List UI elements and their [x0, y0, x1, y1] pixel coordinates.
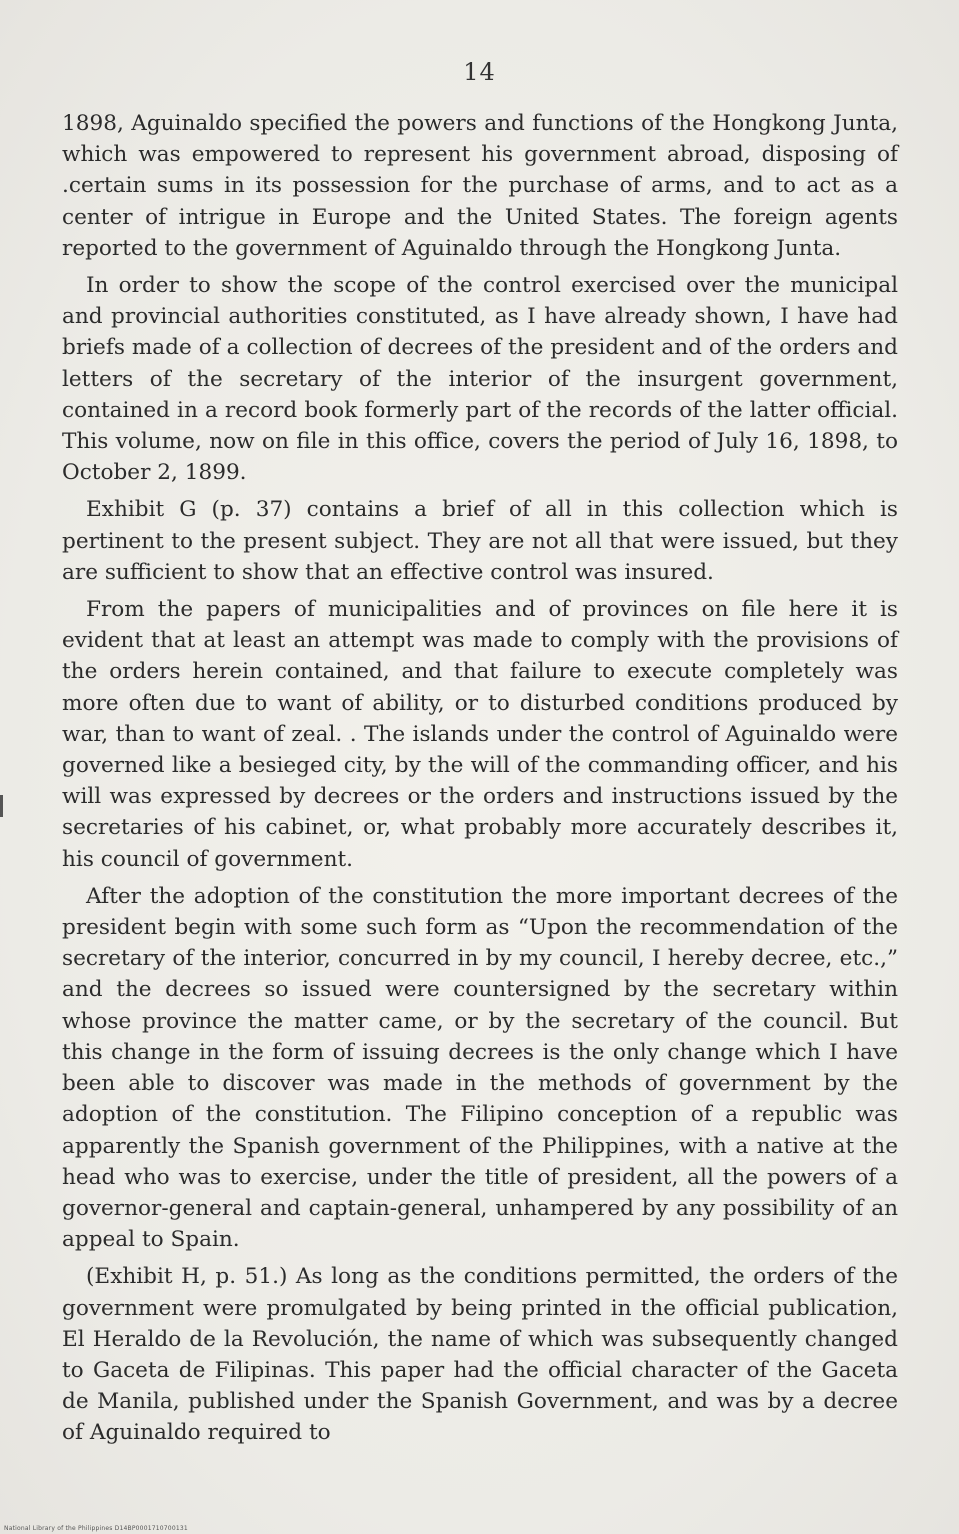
paragraph-1: 1898, Aguinaldo specified the powers and functions of the Hongkong Junta, which was empowered to represent his government abroad, disposing of .certain sums in its possession for the purchase of arms, and to act as a center of intrigue in Europe and the United States. The foreign agents reported to the government of Aguinaldo through the Hongkong Junta.: [62, 111, 898, 261]
paragraph-6: (Exhibit H, p. 51.) As long as the conditions permitted, the orders of the government were promulgated by being printed in the official publication, El Heraldo de la Revolución, the name of which was subsequently changed to Gaceta de Filipinas. This paper had the official character of the Gaceta de Manila, published under the Spanish Government, and was by a decree of Aguinaldo required to: [62, 1264, 898, 1446]
paragraph-4: From the papers of municipalities and of provinces on file here it is evident that at least an attempt was made to comply with the provisions of the orders herein contained, and that failure to execute completely was more often due to want of ability, or to disturbed conditions produced by war, than to want of zeal. . The islands under the control of Aguinaldo were governed like a besieged city, by the will of the commanding officer, and his will was expressed by decrees or the orders and instructions issued by the secretaries of his cabinet, or, what probably more accurately describes it, his council of government.: [62, 597, 898, 872]
body-text: [62, 108, 898, 1455]
paragraph-5: After the adoption of the constitution the more important decrees of the president begin with some such form as “Upon the recommendation of the secretary of the interior, concurred in by my council, I hereby decree, etc.,” and the decrees so issued were countersigned by the secretary within whose province the matter came, or by the secretary of the council. But this change in the form of issuing decrees is the only change which I have been able to discover was made in the methods of government by the adoption of the constitution. The Filipino conception of a republic was apparently the Spanish government of the Philippines, with a native at the head who was to exercise, under the title of president, all the powers of a governor-general and captain-general, unhampered by any possibility of an appeal to Spain.: [62, 883, 898, 1253]
paragraph-3: Exhibit G (p. 37) contains a brief of all in this collection which is pertinent to the present subject. They are not all that were issued, but they are sufficient to show that an effective control was insured.: [62, 497, 898, 585]
scan-edge-mark: [0, 795, 3, 817]
paragraph-2: In order to show the scope of the control exercised over the municipal and provincial authorities constituted, as I have already shown, I have had briefs made of a collection of decrees of the president and of the orders and letters of the secretary of the interior of the insurgent government, contained in a record book formerly part of the records of the latter official. This volume, now on file in this office, covers the period of July 16, 1898, to October 2, 1899.: [62, 273, 898, 486]
page-number: 14: [463, 58, 496, 86]
scan-credit: National Library of the Philippines D14BP0001710700131: [4, 1525, 188, 1532]
